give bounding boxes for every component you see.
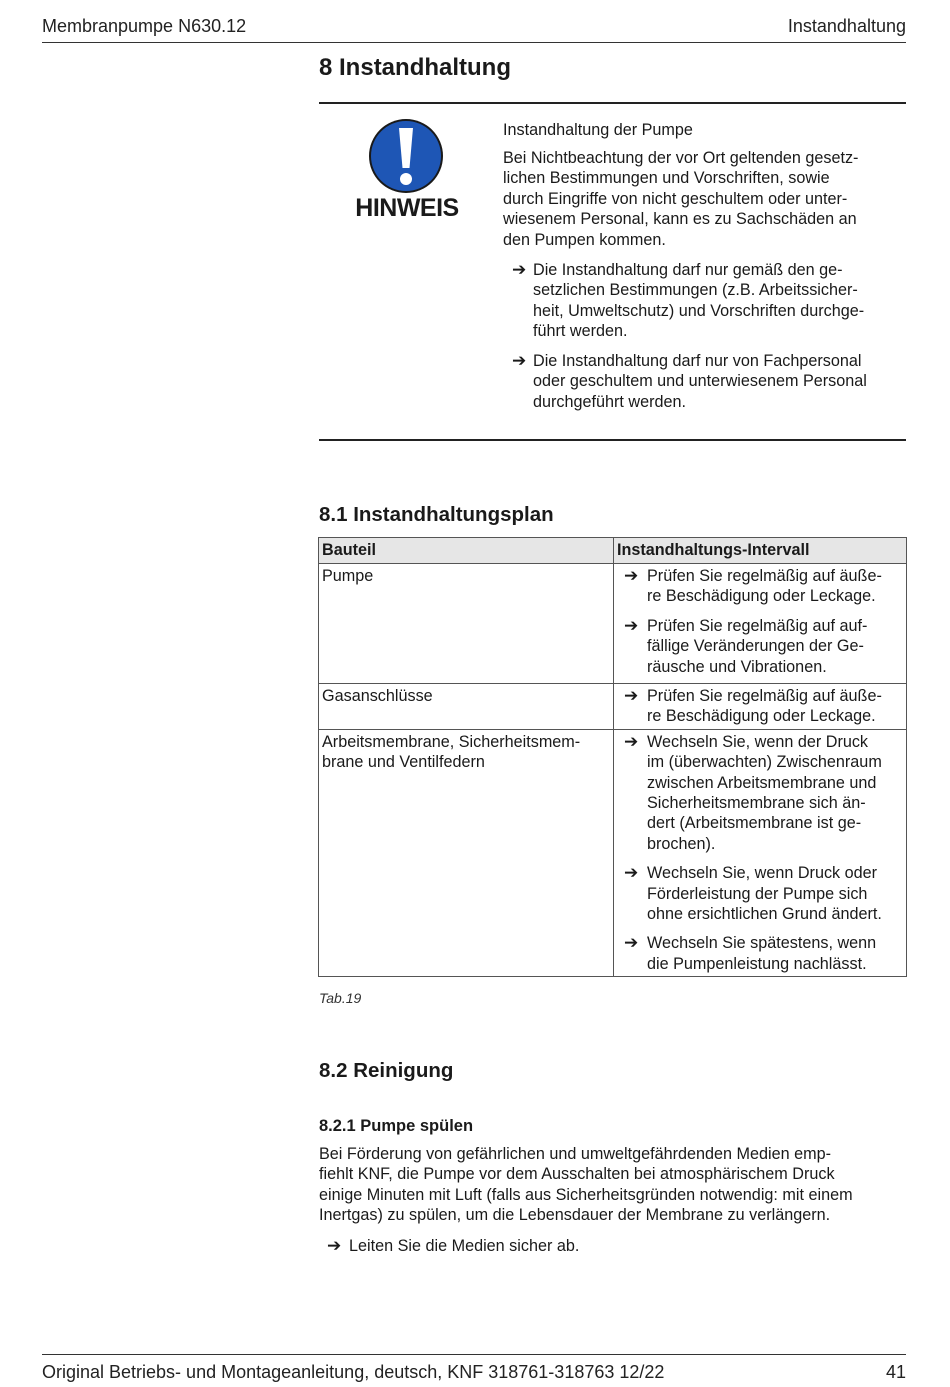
notice-bullet: Die Instandhaltung darf nur von Fachpersonal oder geschultem und unterwiesenem Personal durchgeführt werden. bbox=[533, 352, 867, 411]
interval-item: ➔ Wechseln Sie, wenn Druck oder Förderleistung der Pumpe sich ohne ersichtlichen Grund ändert. bbox=[624, 863, 882, 924]
maintenance-table bbox=[318, 537, 907, 977]
arrow-right-icon: ➔ bbox=[512, 351, 527, 370]
interval-cell bbox=[614, 564, 907, 684]
arrow-right-icon: ➔ bbox=[624, 566, 639, 585]
notice-label: HINWEIS bbox=[355, 194, 459, 222]
exclamation-mandatory-icon bbox=[368, 118, 444, 194]
interval-cell bbox=[614, 729, 907, 976]
table-header-row bbox=[319, 538, 907, 564]
interval-item: ➔ Prüfen Sie regelmäßig auf äuße- re Beschädigung oder Leckage. bbox=[624, 686, 882, 726]
header-rule bbox=[42, 42, 906, 43]
footer-text: Original Betriebs- und Montageanleitung, deutsch, KNF 318761-318763 12/22 bbox=[42, 1362, 665, 1382]
part-cell: Pumpe bbox=[319, 564, 614, 684]
interval-item: ➔ Prüfen Sie regelmäßig auf äuße- re Beschädigung oder Leckage. bbox=[624, 566, 882, 606]
footer-rule bbox=[42, 1354, 906, 1355]
part-cell: Gasanschlüsse bbox=[319, 684, 614, 730]
notice-bullet: Die Instandhaltung darf nur gemäß den ge- setzlichen Bestimmungen (z.B. Arbeitssicher- heit, Umweltschutz) und Vorschriften durchge- führt werden. bbox=[533, 261, 865, 341]
arrow-right-icon: ➔ bbox=[327, 1236, 342, 1255]
cleaning-text: Bei Förderung von gefährlichen und umweltgefährdenden Medien emp- fiehlt KNF, die Pumpe vor dem Ausschalten bei atmosphärischem Druck einige Minuten mit Luft (falls aus Sicherheitsgründen notwendig: mit einem Inertgas) zu spülen, um die Lebensdauer der Membrane zu verlängern. bbox=[319, 1145, 853, 1225]
column-header: Bauteil bbox=[319, 538, 614, 564]
cleaning-bullet: Leiten Sie die Medien sicher ab. bbox=[349, 1237, 580, 1255]
cleaning-title: 8.2 Reinigung bbox=[319, 1059, 454, 1082]
table-caption: Tab.19 bbox=[319, 990, 362, 1006]
table-row bbox=[319, 564, 907, 684]
notice-text: Bei Nichtbeachtung der vor Ort geltenden gesetz- lichen Bestimmungen und Vorschriften, sowie durch Eingriffe von nicht geschultem oder unter- wiesenem Personal, kann es zu Sachschäden an den Pumpen kommen. bbox=[503, 149, 859, 249]
notice-top-rule bbox=[319, 102, 906, 104]
arrow-right-icon: ➔ bbox=[624, 731, 639, 751]
interval-item: ➔ Prüfen Sie regelmäßig auf auf- fällige Veränderungen der Ge- räusche und Vibrationen. bbox=[624, 615, 868, 676]
part-cell: Arbeitsmembrane, Sicherheitsmem- brane und Ventilfedern bbox=[319, 729, 614, 976]
interval-cell bbox=[614, 684, 907, 730]
arrow-right-icon: ➔ bbox=[624, 863, 639, 883]
table-row bbox=[319, 729, 907, 976]
page-number: 41 bbox=[885, 1362, 906, 1382]
cleaning-subtitle: 8.2.1 Pumpe spülen bbox=[319, 1117, 474, 1135]
interval-item: ➔ Wechseln Sie, wenn der Druck im (überwachten) Zwischenraum zwischen Arbeitsmembrane und Sicherheitsmembrane sich än- dert (Arbeitsmembrane ist ge- brochen). bbox=[624, 731, 882, 853]
interval-item: ➔ Wechseln Sie spätestens, wenn die Pumpenleistung nachlässt. bbox=[624, 933, 877, 973]
notice-heading: Instandhaltung der Pumpe bbox=[503, 121, 693, 139]
notice-bottom-rule bbox=[319, 439, 906, 441]
arrow-right-icon: ➔ bbox=[512, 260, 527, 279]
arrow-right-icon: ➔ bbox=[624, 686, 639, 705]
table-row bbox=[319, 684, 907, 730]
arrow-right-icon: ➔ bbox=[624, 615, 639, 635]
running-header-left: Membranpumpe N630.12 bbox=[42, 16, 247, 36]
arrow-right-icon: ➔ bbox=[624, 933, 639, 953]
plan-title: 8.1 Instandhaltungsplan bbox=[319, 503, 554, 526]
section-title: 8 Instandhaltung bbox=[319, 54, 511, 81]
column-header: Instandhaltungs-Intervall bbox=[614, 538, 907, 564]
running-header-right: Instandhaltung bbox=[787, 16, 906, 36]
